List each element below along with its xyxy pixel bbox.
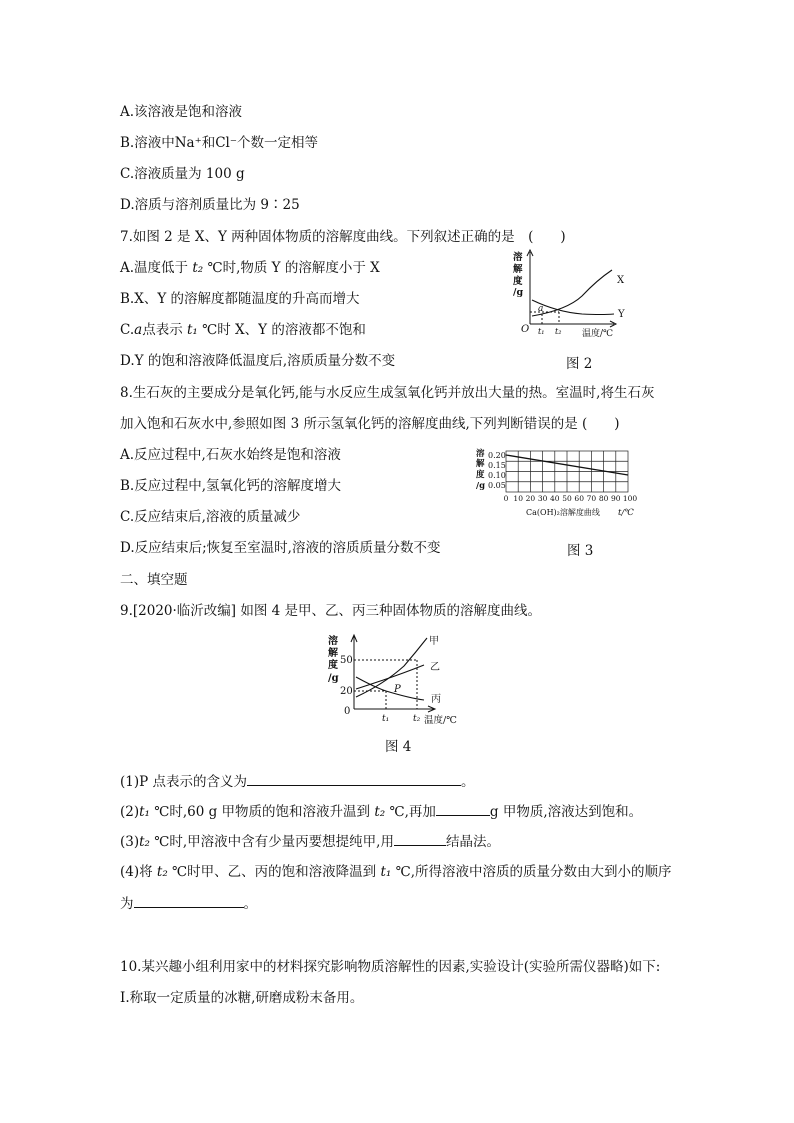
- fig3-caption: 图 3: [567, 543, 594, 559]
- q6-option-b: B.溶液中Na⁺和Cl⁻个数一定相等: [120, 135, 318, 151]
- figure-4-chart: [324, 632, 464, 730]
- fig4-xtick-t1: t₁: [382, 714, 390, 724]
- fig2-curve-x-label: X: [617, 275, 625, 286]
- fig4-xlabel: 温度/℃: [424, 715, 457, 726]
- fig3-xtick-10: 10: [513, 494, 523, 503]
- q8-option-b: B.反应过程中,氢氧化钙的溶解度增大: [120, 478, 342, 494]
- figure-3-chart: [470, 444, 650, 526]
- fig3-xtick-100: 100: [622, 494, 638, 503]
- q7-option-d: D.Y 的饱和溶液降低温度后,溶质质量分数不变: [120, 353, 396, 369]
- q8-stem-line1: 8.生石灰的主要成分是氧化钙,能与水反应生成氢氧化钙并放出大量的热。室温时,将生石灰: [120, 385, 655, 401]
- q9-part-4: (4)将 t₂ ℃时甲、乙、丙的饱和溶液降温到 t₁ ℃,所得溶液中溶质的质量分数由大到小的顺序: [120, 864, 672, 880]
- fig4-ylabel-3: /g: [328, 673, 339, 684]
- fig4-curve-bing: [356, 677, 424, 700]
- q9-part-3: (3)t₂ ℃时,甲溶液中含有少量丙要想提纯甲,用 结晶法。: [120, 834, 500, 850]
- fig3-ytick-010: 0.10: [488, 471, 506, 480]
- fig4-caption: 图 4: [385, 739, 412, 755]
- fig2-origin: O: [521, 324, 530, 335]
- fig3-ytick-015: 0.15: [488, 461, 506, 470]
- q9-stem: 9.[2020·临沂改编] 如图 4 是甲、乙、丙三种固体物质的溶解度曲线。: [120, 603, 542, 619]
- fig4-ylabel-0: 溶: [328, 636, 338, 647]
- q7-stem: 7.如图 2 是 X、Y 两种固体物质的溶解度曲线。下列叙述正确的是 ( ): [120, 229, 566, 245]
- fig2-curve-x: [532, 270, 612, 316]
- q8-option-c: C.反应结束后,溶液的质量减少: [120, 509, 301, 525]
- q9-part-4-line2: 为 。: [120, 896, 257, 912]
- fig3-xtick-50: 50: [562, 494, 572, 503]
- q6-option-a: A.该溶液是饱和溶液: [120, 104, 243, 120]
- q6-option-d: D.溶质与溶剂质量比为 9∶25: [120, 197, 300, 213]
- fig4-ylabel-1: 解: [328, 648, 338, 659]
- fig3-xtick-80: 80: [598, 494, 609, 503]
- q9-part-1-answer-blank[interactable]: [247, 772, 461, 786]
- fig4-ytick-50: 50: [340, 655, 353, 666]
- fig2-tick-t1: t₁: [538, 327, 545, 336]
- q8-option-a: A.反应过程中,石灰水始终是饱和溶液: [120, 447, 341, 463]
- fig2-point-a: a: [538, 304, 544, 314]
- fig4-ytick-20: 20: [340, 686, 353, 697]
- q6-option-c: C.溶液质量为 100 g: [120, 166, 245, 182]
- figure-2-chart: [512, 248, 647, 344]
- fig3-xunit: t/℃: [618, 508, 634, 518]
- fig2-ylabel-0: 溶: [513, 252, 523, 263]
- fig4-label-bing: 丙: [431, 694, 441, 705]
- fig4-label-jia: 甲: [429, 636, 439, 647]
- fig3-xtick-40: 40: [550, 494, 560, 503]
- fig3-ylabel-0: 溶: [476, 449, 485, 459]
- fig3-ylabel-1: 解: [476, 459, 485, 469]
- fig4-xtick-t2: t₂: [413, 714, 421, 724]
- q10-stem: 10.某兴趣小组利用家中的材料探究影响物质溶解性的因素,实验设计(实验所需仪器略)如下:: [120, 959, 661, 975]
- fig3-xtick-30: 30: [537, 494, 548, 503]
- fig3-xtick-70: 70: [586, 494, 597, 503]
- q9-part-4-answer-blank[interactable]: [134, 894, 244, 908]
- q9-part-2: (2)t₁ ℃时,60 g 甲物质的饱和溶液升温到 t₂ ℃,再加 g 甲物质,溶液达到饱和。: [120, 804, 643, 820]
- fig3-xtick-90: 90: [611, 494, 621, 503]
- section-heading: 二、填空题: [120, 572, 188, 588]
- fig2-ylabel-1: 解: [513, 264, 523, 275]
- q9-part-2-answer-blank[interactable]: [436, 802, 490, 816]
- fig2-ylabel-3: /g: [513, 287, 524, 298]
- fig2-curve-y-label: Y: [618, 309, 625, 320]
- q10-step-1: Ⅰ.称取一定质量的冰糖,研磨成粉末备用。: [120, 990, 364, 1006]
- fig3-ylabel-3: /g: [476, 481, 486, 491]
- q8-option-d: D.反应结束后;恢复至室温时,溶液的溶质质量分数不变: [120, 540, 441, 556]
- q7-option-b: B.X、Y 的溶解度都随温度的升高而增大: [120, 291, 360, 307]
- fig3-xtick-60: 60: [574, 494, 584, 503]
- fig4-label-p: P: [394, 684, 401, 695]
- fig4-ylabel-2: 度: [328, 660, 338, 671]
- q8-stem-line2: 加入饱和石灰水中,参照如图 3 所示氢氧化钙的溶解度曲线,下列判断错误的是 ( ): [120, 416, 620, 432]
- fig3-xtick-0: 0: [503, 494, 509, 503]
- fig3-ytick-005: 0.05: [488, 481, 506, 490]
- q9-part-1: (1)P 点表示的含义为 。: [120, 774, 475, 790]
- fig4-label-yi: 乙: [430, 662, 440, 673]
- fig3-ylabel-2: 度: [476, 470, 485, 480]
- q7-option-a: A.温度低于 t₂ ℃时,物质 Y 的溶解度小于 X: [120, 260, 380, 276]
- fig3-ytick-020: 0.20: [488, 451, 506, 460]
- fig3-title: Ca(OH)₂溶解度曲线: [526, 508, 600, 517]
- fig2-xlabel: 温度/℃: [582, 329, 614, 339]
- fig3-xtick-20: 20: [525, 494, 536, 503]
- fig2-tick-t2: t₂: [555, 327, 562, 336]
- fig2-ylabel-2: 度: [513, 276, 523, 287]
- q7-option-c: C.a点表示 t₁ ℃时 X、Y 的溶液都不饱和: [120, 322, 366, 338]
- fig2-caption: 图 2: [566, 356, 593, 372]
- fig4-ytick-0: 0: [344, 706, 351, 717]
- q9-part-3-answer-blank[interactable]: [394, 832, 446, 846]
